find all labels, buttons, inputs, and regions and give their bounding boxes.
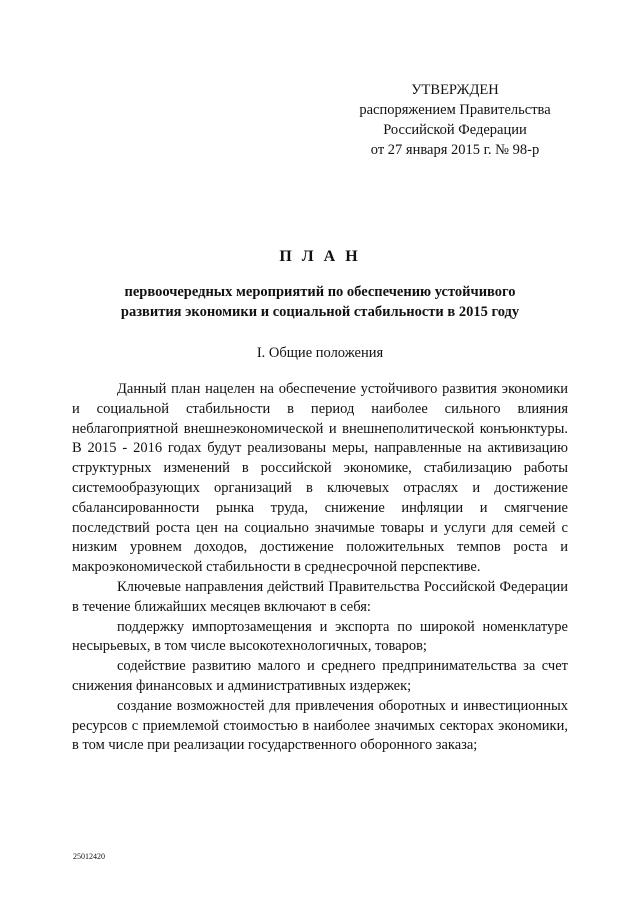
title-sub-line-2: развития экономики и социальной стабильности в 2015 году [120,304,520,320]
body-paragraph-5: создание возможностей для привлечения оборотных и инвестиционных ресурсов с приемлемой стоимостью в наиболее значимых секторах экономики, в том числе при реализации государственного оборонного заказа; [72,697,568,754]
document-title [70,248,570,322]
approval-stamp [340,80,570,160]
body-paragraph-3: поддержку импортозамещения и экспорта по широкой номенклатуре несырьевых, в том числе высокотехнологичных, товаров; [72,618,568,655]
section-heading: I. Общие положения [256,345,384,361]
approval-date-number: от 27 января 2015 г. № 98-р [370,142,540,158]
approval-issuer: распоряжением Правительства [359,102,551,118]
body-paragraph-1: Данный план нацелен на обеспечение устойчивого развития экономики и социальной стабильности в период наиболее сильного влияния неблагоприятной внешнеэкономической и внешнеполитической конъюнктуры. В 2015 - 2016 годах будут реализованы меры, направленные на активизацию структурных изменений в российской экономике, стабилизацию работы системообразующих организаций в ключевых отраслях и достижение сбалансированности рынка труда, снижение инфляции и смягчение последствий роста цен на социально значимые товары и услуги для семей с низким уровнем доходов, достижение положительных темпов роста и макроэкономической стабильности в среднесрочной перспективе. [72,381,568,576]
approval-heading: УТВЕРЖДЕН [411,82,499,98]
approval-issuer-country: Российской Федерации [383,122,527,138]
title-sub-line-1: первоочередных мероприятий по обеспечению устойчивого [124,284,516,300]
document-body [72,380,568,756]
title-main: П Л А Н [279,248,361,265]
body-paragraph-4: содействие развитию малого и среднего предпринимательства за счет снижения финансовых и административных издержек; [72,658,568,694]
body-paragraph-2: Ключевые направления действий Правительства Российской Федерации в течение ближайших месяцев включают в себя: [72,578,568,615]
document-code: 25012420 [73,852,105,861]
